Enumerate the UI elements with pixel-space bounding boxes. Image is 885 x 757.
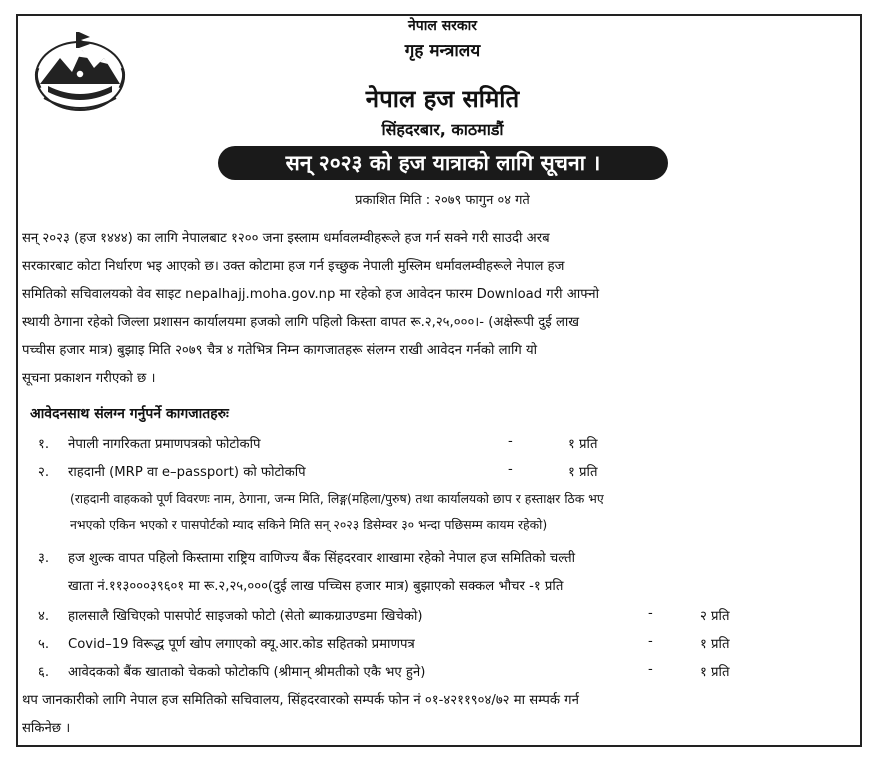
item-dash: - [508, 434, 513, 449]
item-text: नेपाली नागरिकता प्रमाणपत्रको फोटोकपि [68, 437, 261, 452]
body-line: स्थायी ठेगाना रहेको जिल्ला प्रशासन कार्यालयमा हजको लागि पहिलो किस्ता वापत रू.२,२५,०००।- (अक्षेरूपी दुई लाख [22, 315, 580, 330]
notice-banner: सन् २०२३ को हज यात्राको लागि सूचना । [218, 146, 668, 180]
item-text: Covid–19 विरूद्ध पूर्ण खोप लगाएको क्यू.आर.कोड सहितको प्रमाणपत्र [68, 637, 415, 652]
footer-line: थप जानकारीको लागि नेपाल हज समितिको सचिवालय, सिंहदरवारको सम्पर्क फोन नं ०१-४२११९०४/७२ मा सम्पर्क गर्न [22, 693, 579, 708]
item-text: हज शुल्क वापत पहिलो किस्तामा राष्ट्रिय वाणिज्य बैंक सिंहदरवार शाखामा रहेको नेपाल हज समितिको चल्ती [68, 551, 576, 566]
item-number: १. [38, 437, 50, 452]
item-text: आवेदकको बैंक खाताको चेकको फोटोकपि (श्रीमान् श्रीमतीको एकै भए हुने) [68, 665, 426, 680]
passport-note: नभएको एकिन भएको र पासपोर्टको म्याद सकिने मिति सन् २०२३ डिसेम्वर ३० भन्दा पछिसम्म कायम रहेको) [70, 517, 548, 532]
govt-title: नेपाल सरकार [407, 18, 477, 34]
item-number: २. [38, 465, 50, 480]
body-line: पच्चीस हजार मात्र) बुझाइ मिति २०७९ चैत्र ४ गतेभित्र निम्न कागजातहरू संलग्न राखी आवेदन गर्नको लागि यो [22, 343, 538, 358]
item-text: हालसालै खिचिएको पासपोर्ट साइजको फोटो (सेतो ब्याकग्राउण्डमा खिचेको) [68, 609, 423, 624]
footer-line: सकिनेछ । [22, 721, 71, 736]
committee-title: नेपाल हज समिति [365, 85, 520, 113]
item-number: ६. [38, 665, 50, 680]
body-line: समितिको सचिवालयको वेव साइट nepalhajj.moha.gov.np मा रहेको हज आवेदन फारम Download गरी आफ्नो [22, 287, 600, 302]
item-dash: - [508, 462, 513, 477]
address: सिंहदरबार, काठमाडौं [381, 120, 504, 139]
item-number: ३. [38, 551, 50, 566]
item-quantity: १ प्रति [568, 437, 598, 452]
item-quantity: १ प्रति [700, 665, 730, 680]
body-line: सूचना प्रकाशन गरीएको छ । [22, 371, 156, 386]
item-dash: - [648, 634, 653, 649]
docs-heading: आवेदनसाथ संलग्न गर्नुपर्ने कागजातहरुः [30, 406, 229, 422]
ministry-title: गृह मन्त्रालय [404, 41, 481, 61]
body-line: सरकारबाट कोटा निर्धारण भइ आएको छ। उक्त कोटामा हज गर्न इच्छुक नेपाली मुस्लिम धर्मावलम्वीहरूले नेपाल हज [22, 259, 565, 274]
item-quantity: २ प्रति [700, 609, 730, 624]
body-line: सन् २०२३ (हज १४४४) का लागि नेपालबाट १२०० जना इस्लाम धर्मावलम्वीहरूले हज गर्न सक्ने गरी साउदी अरब [22, 231, 550, 246]
item-text: राहदानी (MRP वा e–passport) को फोटोकपि [68, 465, 306, 480]
passport-note: (राहदानी वाहकको पूर्ण विवरणः नाम, ठेगाना, जन्म मिति, लिङ्ग(महिला/पुरुष) तथा कार्यालयको छाप र हस्ताक्षर ठिक भए [70, 491, 604, 506]
item-text: खाता नं.११३०००३९६०१ मा रू.२,२५,०००(दुई लाख पच्चिस हजार मात्र) बुझाएको सक्कल भौचर -१ प्रति [68, 579, 564, 594]
item-number: ५. [38, 637, 50, 652]
item-quantity: १ प्रति [568, 465, 598, 480]
item-dash: - [648, 662, 653, 677]
item-dash: - [648, 606, 653, 621]
item-number: ४. [38, 609, 50, 624]
published-date: प्रकाशित मिति : २०७९ फागुन ०४ गते [355, 193, 530, 208]
item-quantity: १ प्रति [700, 637, 730, 652]
